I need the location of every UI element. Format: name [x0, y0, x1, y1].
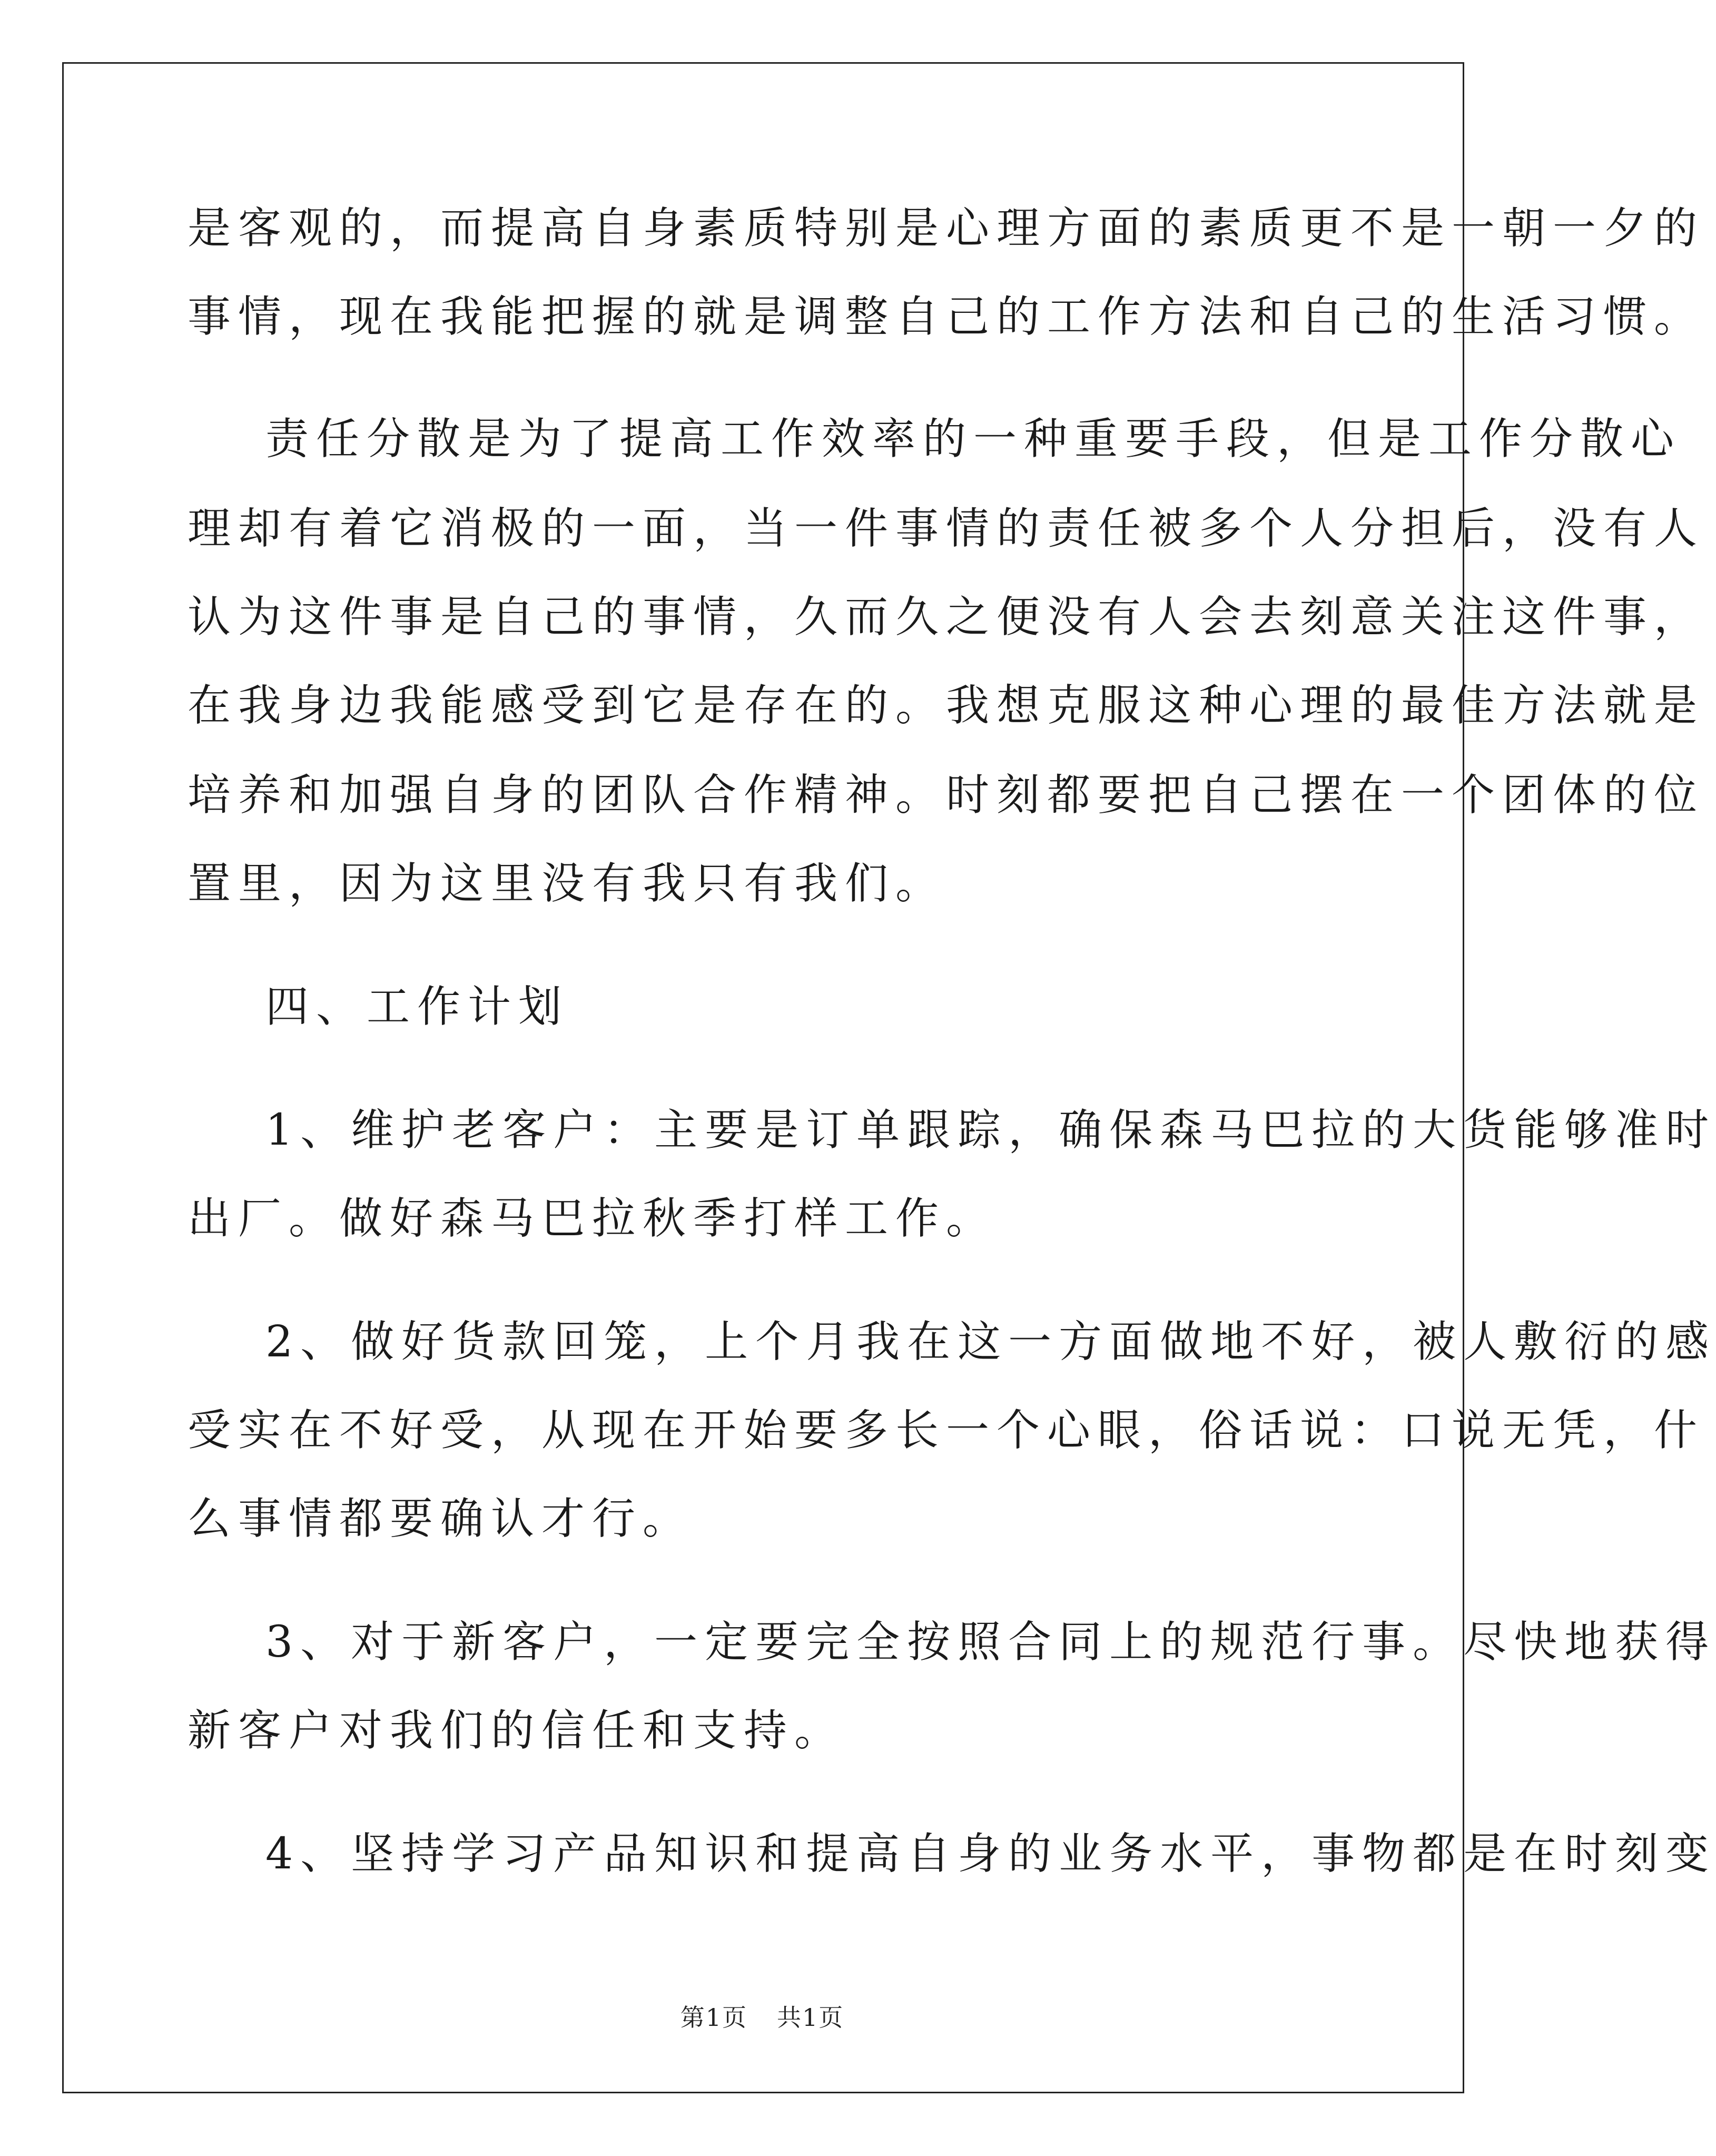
text-line: 出厂。做好森马巴拉秋季打样工作。 [188, 1194, 997, 1244]
text-line: 置里，因为这里没有我只有我们。 [188, 859, 946, 909]
text-line: 么事情都要确认才行。 [188, 1494, 694, 1544]
text-line: 培养和加强自身的团队合作精神。时刻都要把自己摆在一个团体的位 [188, 770, 1705, 820]
paragraph-first-line: 责任分散是为了提高工作效率的一种重要手段，但是工作分散心 [265, 414, 1682, 464]
paragraph-first-line: 4、坚持学习产品知识和提高自身的业务水平，事物都是在时刻变 [265, 1829, 1716, 1879]
text-line: 理却有着它消极的一面，当一件事情的责任被多个人分担后，没有人 [188, 504, 1705, 554]
page-border [62, 62, 1464, 2093]
text-line: 事情，现在我能把握的就是调整自己的工作方法和自己的生活习惯。 [188, 292, 1705, 342]
text-line: 在我身边我能感受到它是存在的。我想克服这种心理的最佳方法就是 [188, 681, 1705, 731]
paragraph-first-line: 2、做好货款回笼，上个月我在这一方面做地不好，被人敷衍的感 [265, 1317, 1716, 1367]
page-footer [0, 2002, 1524, 2033]
text-line: 是客观的，而提高自身素质特别是心理方面的素质更不是一朝一夕的 [188, 203, 1705, 253]
paragraph-first-line: 3、对于新客户，一定要完全按照合同上的规范行事。尽快地获得 [265, 1617, 1716, 1667]
text-line: 受实在不好受，从现在开始要多长一个心眼，俗话说：口说无凭，什 [188, 1405, 1705, 1455]
paragraph-first-line: 1、维护老客户：主要是订单跟踪，确保森马巴拉的大货能够准时 [265, 1105, 1716, 1155]
section-heading: 四、工作计划 [265, 982, 569, 1032]
page-number-current: 第1页 [680, 2003, 747, 2032]
page-number-total: 共1页 [777, 2003, 844, 2032]
text-line: 认为这件事是自己的事情，久而久之便没有人会去刻意关注这件事， [188, 592, 1705, 642]
text-line: 新客户对我们的信任和支持。 [188, 1706, 845, 1756]
